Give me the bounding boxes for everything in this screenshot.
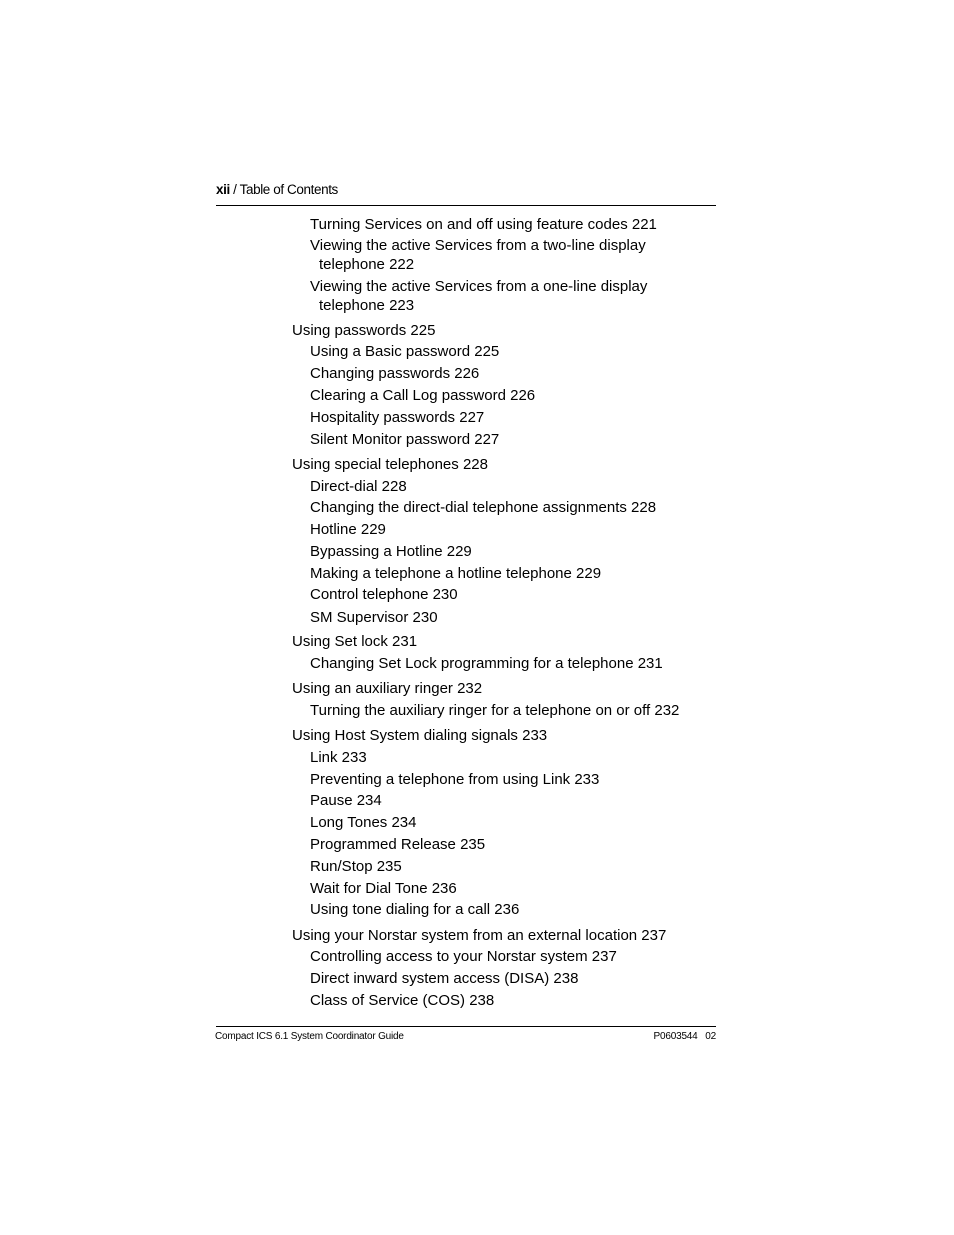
toc-entry[interactable]: Programmed Release 235 (310, 836, 486, 853)
toc-entry[interactable]: Direct-dial 228 (310, 478, 407, 495)
toc-entry[interactable]: Viewing the active Services from a one-line display (310, 278, 648, 295)
running-header (216, 180, 716, 200)
footer-guide-title: Compact ICS 6.1 System Coordinator Guide (215, 1031, 404, 1042)
toc-entry[interactable]: Control telephone 230 (310, 586, 458, 603)
toc-entry[interactable]: Hospitality passwords 227 (310, 409, 485, 426)
toc-section-heading[interactable]: Using special telephones 228 (292, 456, 488, 473)
toc-entry[interactable]: Direct inward system access (DISA) 238 (310, 970, 579, 987)
footer-rule (216, 1026, 716, 1027)
toc-section-heading[interactable]: Using Host System dialing signals 233 (292, 727, 548, 744)
header-rule (216, 205, 716, 206)
toc-entry[interactable]: Bypassing a Hotline 229 (310, 543, 472, 560)
toc-section-heading[interactable]: Using an auxiliary ringer 232 (292, 680, 483, 697)
toc-entry[interactable]: Controlling access to your Norstar system 237 (310, 948, 617, 965)
toc-entry[interactable]: Turning Services on and off using feature codes 221 (310, 216, 657, 233)
toc-entry[interactable]: Class of Service (COS) 238 (310, 992, 495, 1009)
toc-entry[interactable]: Changing Set Lock programming for a telephone 231 (310, 655, 663, 672)
header-title: Table of Contents (239, 182, 338, 197)
toc-entry[interactable]: Turning the auxiliary ringer for a telephone on or off 232 (310, 702, 680, 719)
toc-entry[interactable]: Clearing a Call Log password 226 (310, 387, 536, 404)
toc-entry[interactable]: Viewing the active Services from a two-line display (310, 237, 646, 254)
toc-entry[interactable]: Silent Monitor password 227 (310, 431, 500, 448)
toc-entry[interactable]: Preventing a telephone from using Link 233 (310, 771, 600, 788)
header-separator: / (229, 182, 240, 197)
toc-entry[interactable]: Pause 234 (310, 792, 382, 809)
toc-entry[interactable]: Link 233 (310, 749, 367, 766)
toc-section-heading[interactable]: Using your Norstar system from an external location 237 (292, 927, 667, 944)
toc-section-heading[interactable]: Using Set lock 231 (292, 633, 418, 650)
toc-entry-continuation[interactable]: telephone 222 (319, 256, 415, 273)
toc-entry-continuation[interactable]: telephone 223 (319, 297, 415, 314)
toc-entry[interactable]: Using a Basic password 225 (310, 343, 500, 360)
toc-entry[interactable]: Wait for Dial Tone 236 (310, 880, 457, 897)
toc-entry[interactable]: Long Tones 234 (310, 814, 417, 831)
toc-entry[interactable]: SM Supervisor 230 (310, 609, 438, 626)
toc-entry[interactable]: Changing passwords 226 (310, 365, 480, 382)
footer-document-number: P0603544 02 (653, 1031, 716, 1042)
toc-entry[interactable]: Run/Stop 235 (310, 858, 402, 875)
toc-entry[interactable]: Changing the direct-dial telephone assignments 228 (310, 499, 657, 516)
toc-entry[interactable]: Using tone dialing for a call 236 (310, 901, 520, 918)
header-page-number: xii (216, 182, 230, 197)
toc-section-heading[interactable]: Using passwords 225 (292, 322, 436, 339)
toc-entry[interactable]: Hotline 229 (310, 521, 386, 538)
toc-entry[interactable]: Making a telephone a hotline telephone 229 (310, 565, 602, 582)
